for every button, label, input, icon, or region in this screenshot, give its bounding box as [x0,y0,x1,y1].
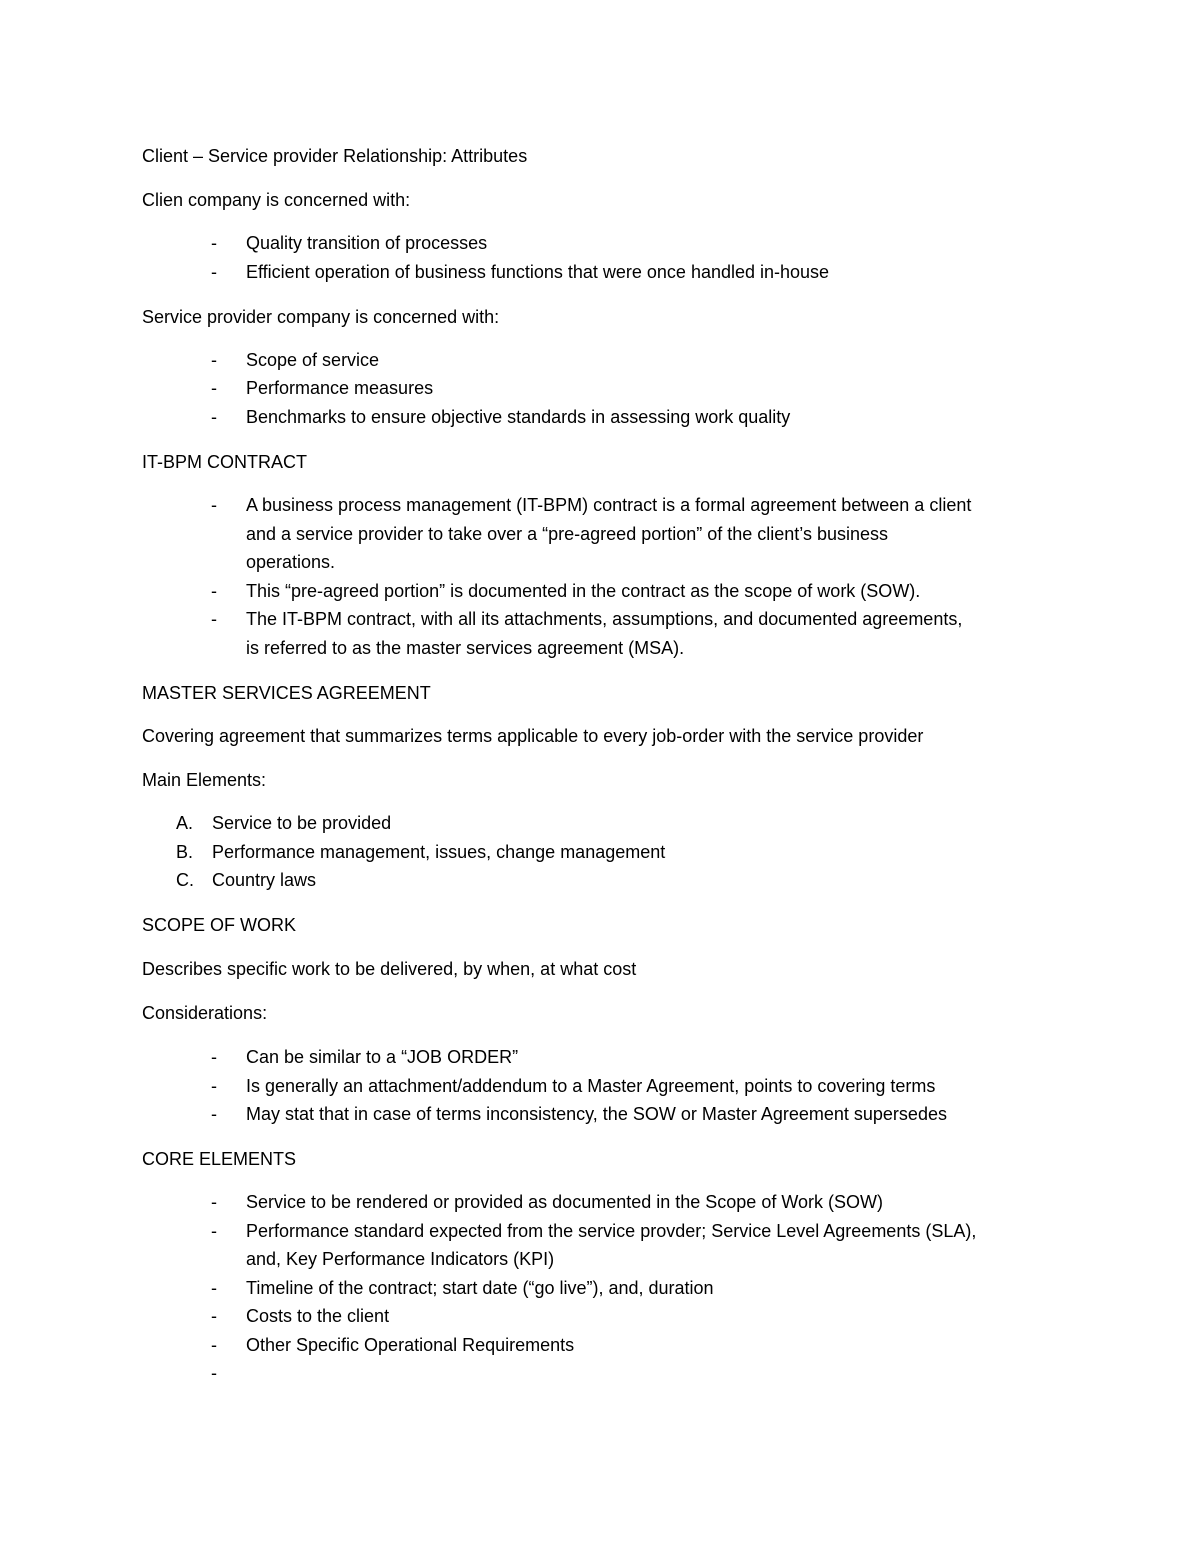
main-element-item: Country laws [212,870,317,890]
contract-item-line: This “pre-agreed portion” is documented in the contract as the scope of work (SOW). [246,581,921,601]
bullet-dash: - [211,1047,217,1067]
bullet-dash: - [211,1363,217,1383]
provider-item: Performance measures [246,378,434,398]
core-item-line: Other Specific Operational Requirements [246,1335,575,1355]
main-element-item: Performance management, issues, change management [212,842,666,862]
bullet-dash: - [211,1221,217,1241]
bullet-dash: - [211,350,217,370]
client-item: Efficient operation of business functions that were once handled in-house [246,262,830,282]
contract-item-line: operations. [246,552,336,572]
client-item: Quality transition of processes [246,233,488,253]
bullet-dash: - [211,378,217,398]
contract-item-line: A business process management (IT-BPM) contract is a formal agreement between a client [246,495,972,515]
bullet-dash: - [211,1306,217,1326]
bullet-dash: - [211,581,217,601]
bullet-dash: - [211,1104,217,1124]
consideration-item: Can be similar to a “JOB ORDER” [246,1047,519,1067]
provider-item: Benchmarks to ensure objective standards in assessing work quality [246,407,791,427]
core-item-line: Costs to the client [246,1306,390,1326]
bullet-dash: - [211,1278,217,1298]
page-title: Client – Service provider Relationship: Attributes [142,146,528,166]
main-element-item: Service to be provided [212,813,392,833]
contract-heading: IT-BPM CONTRACT [142,452,307,472]
core-item-line: Timeline of the contract; start date (“go live”), and, duration [246,1278,714,1298]
client-heading: Clien company is concerned with: [142,190,411,210]
considerations-heading: Considerations: [142,1003,268,1023]
bullet-dash: - [211,407,217,427]
core-item-line: Performance standard expected from the service provder; Service Level Agreements (SLA), [246,1221,977,1241]
core-heading: CORE ELEMENTS [142,1149,297,1169]
contract-item-line: is referred to as the master services agreement (MSA). [246,638,685,658]
consideration-item: May stat that in case of terms inconsistency, the SOW or Master Agreement supersedes [246,1104,947,1124]
msa-heading: MASTER SERVICES AGREEMENT [142,683,431,703]
bullet-dash: - [211,1192,217,1212]
sow-heading: SCOPE OF WORK [142,915,297,935]
list-marker: B. [176,842,194,862]
bullet-dash: - [211,495,217,515]
bullet-dash: - [211,262,217,282]
list-marker: A. [176,813,194,833]
bullet-dash: - [211,233,217,253]
main-elements-heading: Main Elements: [142,770,267,790]
sow-description: Describes specific work to be delivered, by when, at what cost [142,959,637,979]
bullet-dash: - [211,1335,217,1355]
msa-description: Covering agreement that summarizes terms applicable to every job-order with the service provider [142,726,924,746]
bullet-dash: - [211,1076,217,1096]
list-marker: C. [176,870,194,890]
provider-heading: Service provider company is concerned with: [142,307,500,327]
provider-item: Scope of service [246,350,380,370]
contract-item-line: and a service provider to take over a “pre-agreed portion” of the client’s business [246,524,889,544]
core-item-line: Service to be rendered or provided as documented in the Scope of Work (SOW) [246,1192,883,1212]
consideration-item: Is generally an attachment/addendum to a Master Agreement, points to covering terms [246,1076,936,1096]
contract-item-line: The IT-BPM contract, with all its attachments, assumptions, and documented agreements, [246,609,963,629]
core-item-line: and, Key Performance Indicators (KPI) [246,1249,555,1269]
bullet-dash: - [211,609,217,629]
